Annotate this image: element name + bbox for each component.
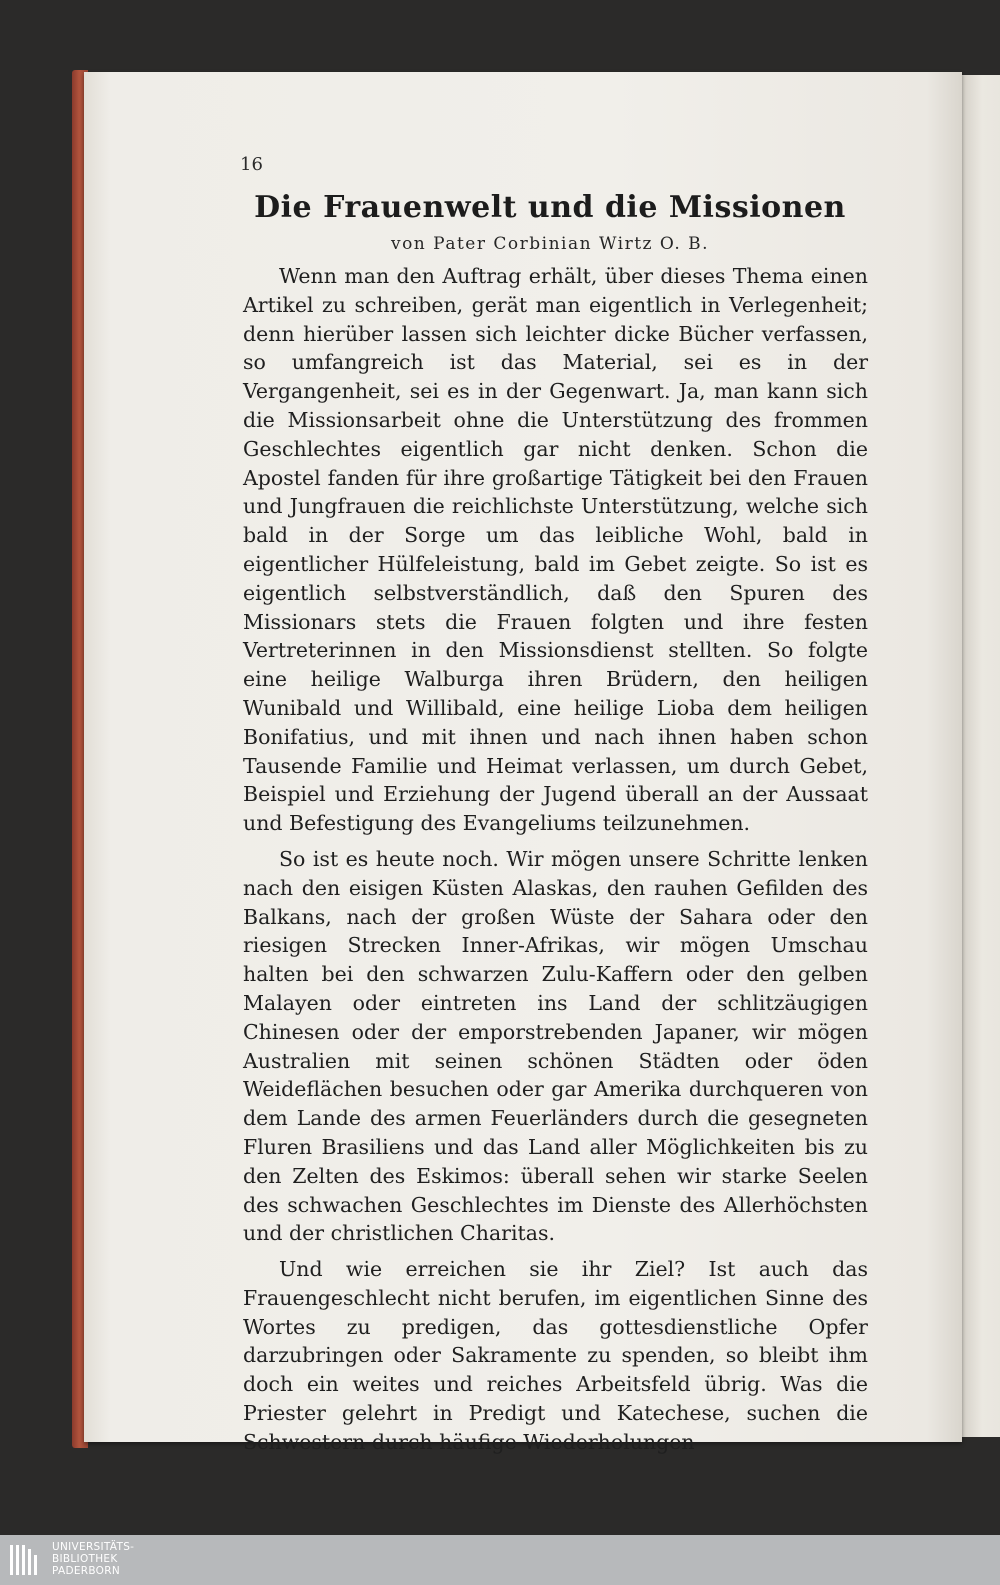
- paragraph-3: Und wie erreichen sie ihr Ziel? Ist auch das Frauengeschlecht nicht berufen, im eigentlichen Sinne des Wortes zu predigen, das gottesdienstliche Opfer darzubringen oder Sakramente zu spenden, so bleibt ihm doch ein weites und reiches Arbeitsfeld übrig. Was die Priester gelehrt in Predigt und Katechese, suchen die Schwestern durch häufige Wiederholungen: [243, 1257, 868, 1454]
- paragraph-1: Wenn man den Auftrag erhält, über dieses Thema einen Artikel zu schreiben, gerät man eigentlich in Verlegenheit; denn hierüber lassen sich leichter dicke Bücher verfassen, so umfangreich ist das Material, sei es in der Vergangenheit, sei es in der Gegenwart. Ja, man kann sich die Missionsarbeit ohne die Unterstützung des frommen Geschlechtes eigentlich gar nicht denken. Schon die Apostel fanden für ihre großartige Tätigkeit bei den Frauen und Jungfrauen die reichlichste Unterstützung, welche sich bald in der Sorge um das leibliche Wohl, bald in eigentlicher Hülfeleistung, bald im Gebet zeigte. So ist es eigentlich selbstverständlich, daß den Spuren des Missionars stets die Frauen folgten und ihre festen Vertreterinnen in den Missionsdienst stellten. So folgte eine heilige Walburga ihren Brüdern, den heiligen Wunibald und Willibald, eine heilige Lioba dem heiligen Bonifatius, und mit ihnen und nach ihnen haben schon Tausende Familie und Heimat verlassen, um durch Gebet, Beispiel und Erziehung der Jugend überall an der Aussaat und Befestigung des Evangeliums teilzunehmen.: [243, 264, 868, 836]
- library-name-line-3: PADERBORN: [52, 1565, 120, 1577]
- facing-page-edge: [958, 75, 1000, 1437]
- library-name[interactable]: [52, 1541, 134, 1577]
- article-body: [243, 262, 868, 1457]
- article-title: Die Frauenwelt und die Missionen: [254, 190, 846, 225]
- article-author: von Pater Corbinian Wirtz O. B.: [390, 234, 710, 254]
- library-footer-bar: [0, 1535, 1000, 1585]
- paragraph-2: So ist es heute noch. Wir mögen unsere Schritte lenken nach den eisigen Küsten Alaskas, den rauhen Gefilden des Balkans, nach der großen Wüste der Sahara oder den riesigen Strecken Inner-Afrikas, wir mögen Umschau halten bei den schwarzen Zulu-Kaffern oder den gelben Malayen oder eintreten ins Land der schlitzäugigen Chinesen oder der emporstrebenden Japaner, wir mögen Australien mit seinen schönen Städten oder öden Weideflächen besuchen oder gar Amerika durchqueren von dem Lande des armen Feuerländers durch die gesegneten Fluren Brasiliens und das Land aller Möglichkeiten bis zu den Zelten des Eskimos: überall sehen wir starke Seelen des schwachen Geschlechtes im Dienste des Allerhöchsten und der christlichen Charitas.: [243, 846, 868, 1246]
- library-name-line-1: UNIVERSITÄTS-: [52, 1541, 135, 1553]
- page-number: 16: [240, 154, 263, 175]
- library-name-line-2: BIBLIOTHEK: [52, 1553, 118, 1565]
- library-logo-icon: [8, 1543, 40, 1577]
